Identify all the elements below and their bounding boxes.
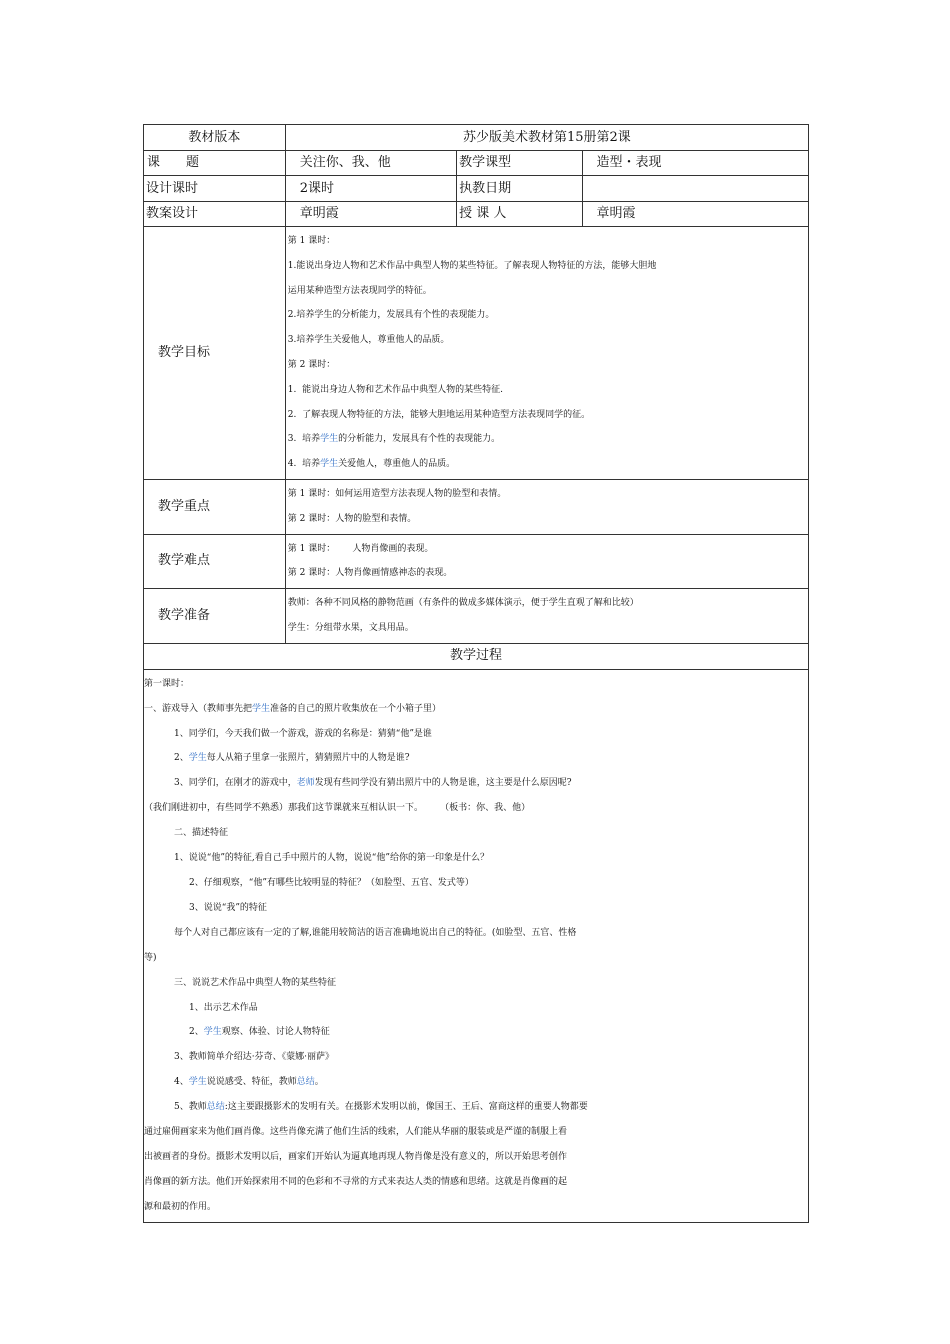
- topic-row: [144, 151, 809, 176]
- keypoints-content: [285, 479, 808, 534]
- highlight-term: 学生: [252, 703, 271, 714]
- goals-line: 第 2 课时：: [287, 359, 336, 370]
- teacher-value: 章明霞: [582, 202, 808, 227]
- highlight-term: 学生: [188, 1077, 207, 1088]
- goals-line: 2.培养学生的分析能力，发展具有个性的表现能力。: [287, 310, 495, 321]
- process-line: 1、出示艺术作品: [189, 1002, 258, 1013]
- preparation-line: 学生：分组带水果，文具用品。: [287, 622, 414, 633]
- process-line: 每个人对自己都应该有一定的了解,谁能用较简洁的语言准确地说出自己的特征。(如脸型、五官、性格: [174, 927, 577, 938]
- process-line: 1、同学们，今天我们做一个游戏，游戏的名称是：猜猜“他”是谁: [174, 728, 432, 739]
- difficulties-label: 教学难点: [144, 534, 286, 589]
- goals-line: [288, 427, 806, 452]
- goals-text: 的分析能力，发展具有个性的表现能力。: [338, 434, 501, 445]
- preparation-line: 教师：各种不同风格的静物范画（有条件的做成多媒体演示，便于学生直观了解和比较）: [287, 598, 639, 609]
- goals-text: 4. 培养: [287, 459, 321, 470]
- process-line: [144, 771, 806, 796]
- highlight-term: 老师: [296, 778, 315, 789]
- process-text: 一、游戏导入（教师事先把: [144, 703, 253, 714]
- designer-row: [144, 202, 809, 227]
- goals-line: 1.能说出身边人物和艺术作品中典型人物的某些特征。了解表现人物特征的方法，能够大胆地: [287, 260, 657, 271]
- designer-label: 教案设计: [144, 202, 286, 227]
- process-line: 出被画者的身份。摄影术发明以后，画家们开始认为逼真地再现人物肖像是没有意义的，所以开始思考创作: [144, 1151, 568, 1162]
- process-text: 4、: [174, 1077, 189, 1088]
- highlight-term: 学生: [188, 753, 207, 764]
- process-line: [144, 1070, 806, 1095]
- process-text: 每人从箱子里拿一张照片，猜猜照片中的人物是谁?: [206, 753, 410, 764]
- goals-text: 3. 培养: [287, 434, 321, 445]
- designer-value: 章明霞: [285, 202, 456, 227]
- process-text: 准备的自己的照片收集放在一个小箱子里）: [270, 703, 442, 714]
- process-line: （我们刚进初中，有些同学不熟悉）那我们这节课就来互相认识一下。 （板书：你、我、他）: [144, 803, 531, 814]
- process-line: 三、说说艺术作品中典型人物的某些特征: [174, 977, 337, 988]
- process-line: 肖像画的新方法。他们开始探索用不同的色彩和不寻常的方式来表达人类的情感和思绪。这就是肖像画的起: [144, 1176, 568, 1187]
- process-text: 2、: [189, 1027, 204, 1038]
- goals-content: [285, 227, 808, 480]
- process-text: :这主要跟摄影术的发明有关。在摄影术发明以前，像国王、王后、富商这样的重要人物都要: [224, 1102, 588, 1113]
- difficulties-row: [144, 534, 809, 589]
- highlight-term: 总结: [206, 1102, 225, 1113]
- goals-line: [288, 452, 806, 477]
- goals-row: [144, 227, 809, 480]
- process-line: 等): [144, 952, 157, 963]
- keypoints-row: [144, 479, 809, 534]
- process-line: [144, 1020, 806, 1045]
- highlight-term: 学生: [320, 434, 339, 445]
- process-text: 2、: [174, 753, 189, 764]
- process-line: 1、说说“他”的特征,看自己手中照片的人物，说说“他”给你的第一印象是什么？: [174, 853, 489, 864]
- highlight-term: 学生: [320, 459, 339, 470]
- process-text: 3、同学们，在刚才的游戏中，: [174, 778, 297, 789]
- edition-value: 苏少版美术教材第15册第2课: [285, 125, 808, 151]
- goals-line: 3.培养学生关爱他人，尊重他人的品质。: [287, 335, 450, 346]
- process-row: [144, 669, 809, 1222]
- goals-line: 2. 了解表现人物特征的方法，能够大胆地运用某种造型方法表现同学的征。: [287, 409, 591, 420]
- process-line: 第一课时：: [144, 678, 190, 689]
- hours-label: 设计课时: [144, 176, 286, 202]
- process-line: 二、描述特征: [174, 828, 229, 839]
- process-title: 教学过程: [144, 643, 809, 669]
- process-line: 源和最初的作用。: [144, 1201, 217, 1212]
- date-label: 执教日期: [457, 176, 582, 202]
- date-value: [582, 176, 808, 202]
- process-text: 5、教师: [174, 1102, 207, 1113]
- process-title-row: [144, 643, 809, 669]
- goals-line: 运用某种造型方法表现同学的特征。: [287, 285, 432, 296]
- difficulties-line: 第 1 课时： 人物肖像画的表现。: [287, 543, 434, 554]
- highlight-term: 学生: [203, 1027, 222, 1038]
- preparation-label: 教学准备: [144, 589, 286, 644]
- lesson-type-label: 教学课型: [457, 151, 582, 176]
- lesson-plan-page: [143, 124, 809, 1223]
- keypoints-line: 第 2 课时：人物的脸型和表情。: [287, 513, 417, 524]
- process-line: [144, 746, 806, 771]
- hours-value: 2课时: [285, 176, 456, 202]
- goals-label: 教学目标: [144, 227, 286, 480]
- topic-label: 课 题: [144, 151, 286, 176]
- difficulties-line: 第 2 课时：人物肖像画情感神态的表现。: [287, 568, 453, 579]
- process-line: 通过雇佣画家来为他们画肖像。这些肖像充满了他们生活的线索，人们能从华丽的服装或是严谨的制服上看: [144, 1127, 568, 1138]
- preparation-content: [285, 589, 808, 644]
- process-line: 3、教师简单介绍达·芬奇、《蒙娜·丽萨》: [174, 1052, 334, 1063]
- process-line: 3、说说“我”的特征: [189, 902, 267, 913]
- process-line: 2、仔细观察，“他”有哪些比较明显的特征？（如脸型、五官、发式等）: [189, 878, 474, 888]
- keypoints-label: 教学重点: [144, 479, 286, 534]
- process-text: 。: [314, 1077, 324, 1088]
- process-text: 发现有些同学没有猜出照片中的人物是谁，这主要是什么原因呢?: [314, 778, 572, 789]
- lesson-type-value: 造型・表现: [582, 151, 808, 176]
- highlight-term: 总结: [296, 1077, 315, 1088]
- process-line: [144, 1095, 806, 1120]
- difficulties-content: [285, 534, 808, 589]
- goals-line: 第 1 课时：: [287, 236, 336, 246]
- preparation-row: [144, 589, 809, 644]
- lesson-plan-table: [143, 124, 809, 1223]
- keypoints-line: 第 1 课时：如何运用造型方法表现人物的脸型和表情。: [287, 488, 507, 499]
- process-text: 观察、体验、讨论人物特征: [221, 1027, 330, 1038]
- goals-line: 1. 能说出身边人物和艺术作品中典型人物的某些特征.: [287, 384, 503, 395]
- hours-row: [144, 176, 809, 202]
- topic-value: 关注你、我、他: [285, 151, 456, 176]
- process-text: 说说感受、特征，教师: [206, 1077, 297, 1088]
- goals-text: 关爱他人，尊重他人的品质。: [338, 459, 456, 470]
- process-line: [144, 697, 806, 722]
- process-content: [144, 669, 809, 1222]
- edition-row: [144, 125, 809, 151]
- edition-label: 教材版本: [144, 125, 286, 151]
- teacher-label: 授 课 人: [457, 202, 582, 227]
